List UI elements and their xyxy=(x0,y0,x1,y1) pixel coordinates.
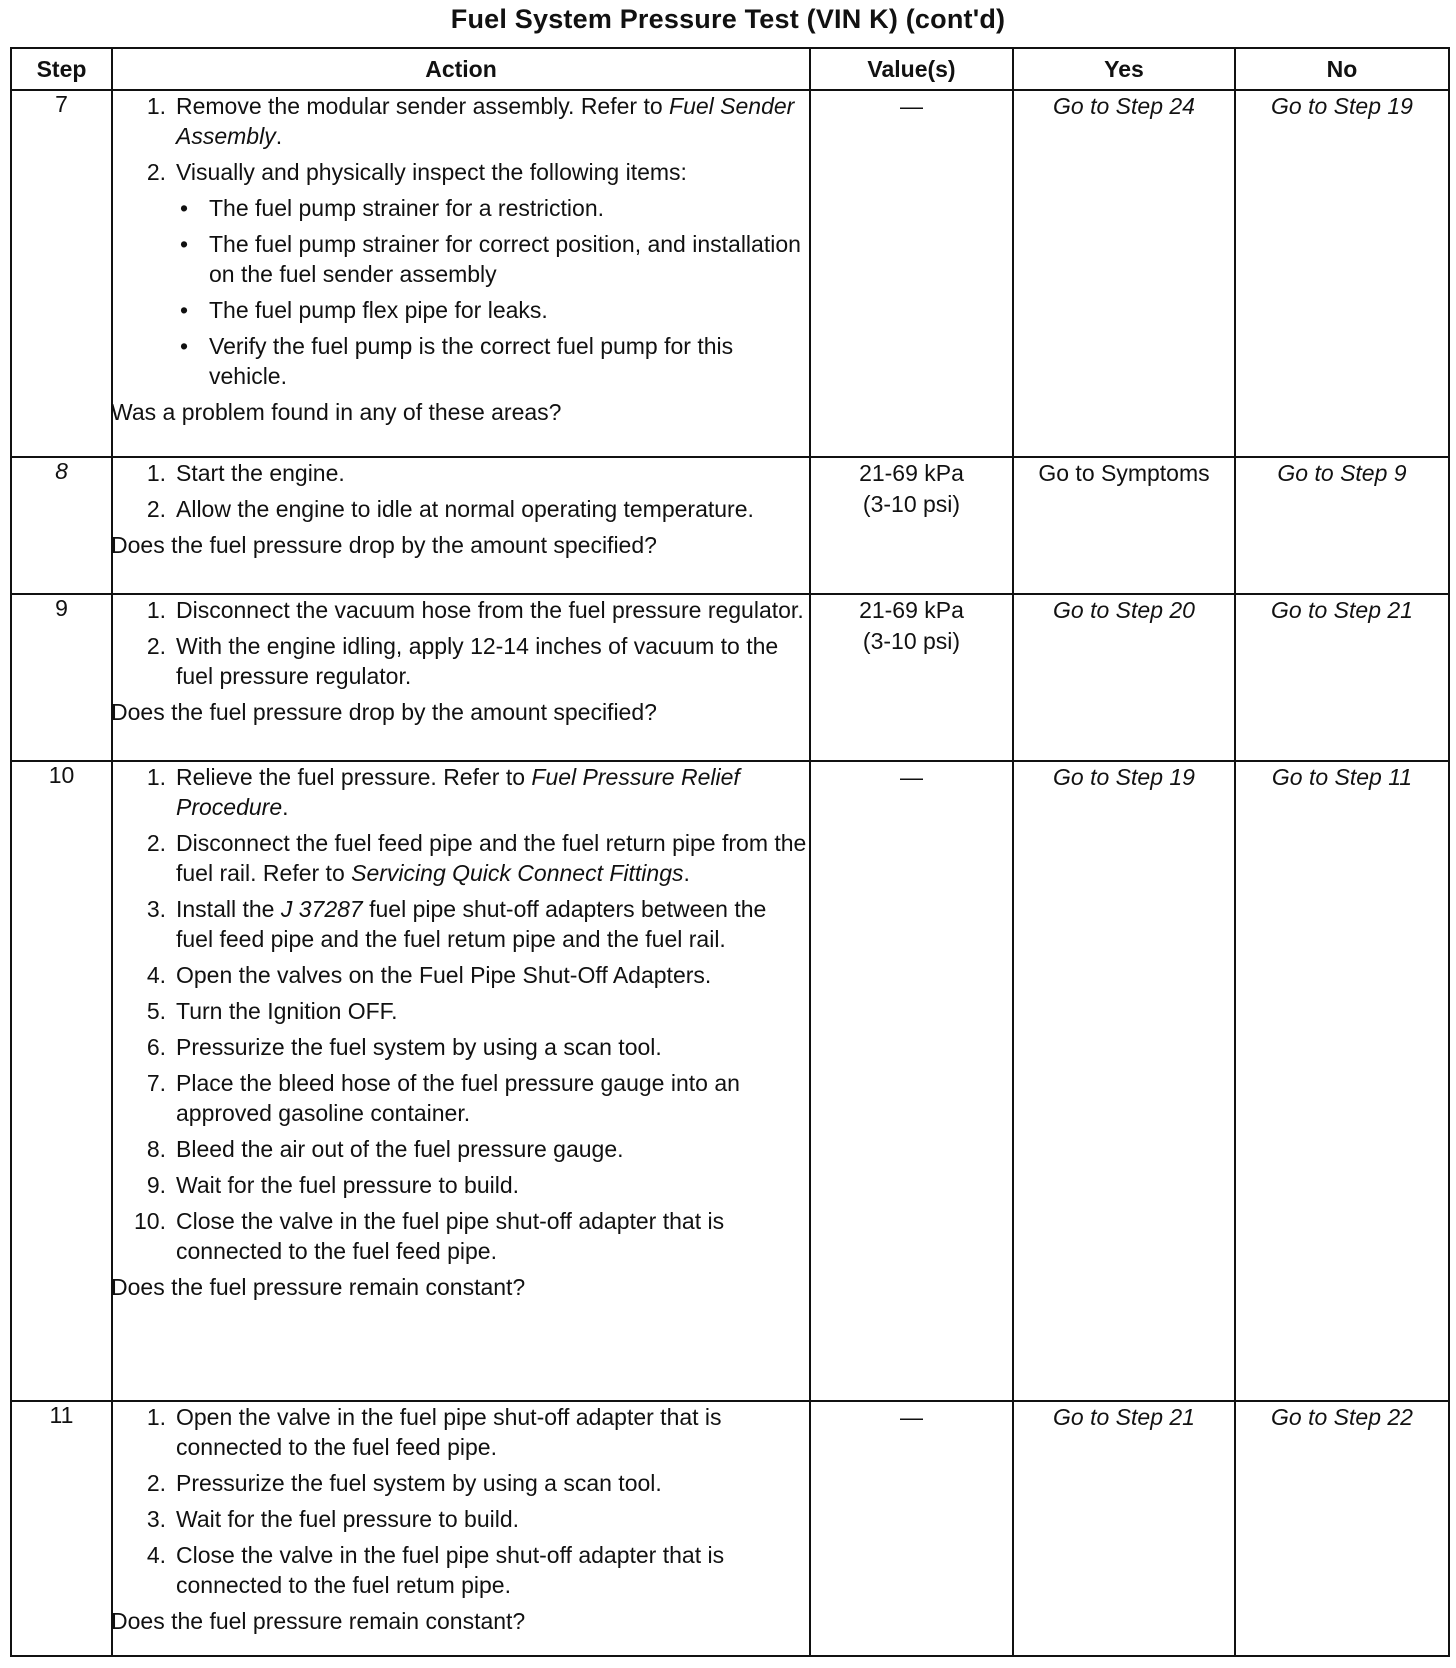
value-cell: — xyxy=(810,1401,1013,1656)
action-cell xyxy=(112,457,810,594)
list-item: 2. Pressurize the fuel system by using a scan tool. xyxy=(146,1470,662,1496)
value-imperial: (3-10 psi) xyxy=(862,491,961,517)
list-item: 6. Pressurize the fuel system by using a scan tool. xyxy=(146,1034,662,1060)
list-item: 4. Close the valve in the fuel pipe shut-off adapter that is connected to the fuel retum pipe. xyxy=(146,1542,725,1598)
bullet-item: • The fuel pump flex pipe for leaks. xyxy=(180,297,548,323)
yes-result[interactable]: Go to Step 19 xyxy=(1013,761,1235,1401)
action-cell xyxy=(112,1401,810,1656)
header-values: Value(s) xyxy=(810,48,1013,90)
list-item: 1. Relieve the fuel pressure. Refer to Fuel Pressure Relief Procedure. xyxy=(146,764,740,820)
action-cell xyxy=(112,761,810,1401)
list-item: 2. Allow the engine to idle at normal operating temperature. xyxy=(146,496,754,522)
list-item: 2. Visually and physically inspect the following items: • The fuel pump strainer for a restriction. • The fuel pump strainer for correct position, and installation on the fuel sender assembly • The fuel pump flex pipe for leaks. • Verify the fuel pump is the correct fuel pump for this vehicle. xyxy=(113,157,809,391)
list-item: 2. Disconnect the fuel feed pipe and the fuel return pipe from the fuel rail. Refer to Servicing Quick Connect Fittings. xyxy=(146,830,807,886)
action-cell xyxy=(112,594,810,761)
value-cell xyxy=(810,594,1013,761)
action-cell xyxy=(112,90,810,457)
table-row xyxy=(11,457,1449,594)
no-result[interactable]: Go to Step 22 xyxy=(1235,1401,1449,1656)
step-number: 11 xyxy=(11,1401,112,1656)
yes-result[interactable]: Go to Symptoms xyxy=(1013,457,1235,594)
bullet-item: • Verify the fuel pump is the correct fuel pump for this vehicle. xyxy=(180,333,734,389)
yes-result[interactable]: Go to Step 20 xyxy=(1013,594,1235,761)
list-item: 1. Remove the modular sender assembly. Refer to Fuel Sender Assembly. xyxy=(146,93,795,149)
list-item: 1. Open the valve in the fuel pipe shut-off adapter that is connected to the fuel feed pipe. xyxy=(146,1404,722,1460)
no-result[interactable]: Go to Step 21 xyxy=(1235,594,1449,761)
bullet-item: • The fuel pump strainer for a restriction. xyxy=(180,195,604,221)
value-metric: 21-69 kPa xyxy=(859,460,964,486)
value-imperial: (3-10 psi) xyxy=(862,628,961,654)
list-item: 1. Disconnect the vacuum hose from the fuel pressure regulator. xyxy=(146,597,804,623)
yes-result[interactable]: Go to Step 21 xyxy=(1013,1401,1235,1656)
list-item: 5. Turn the Ignition OFF. xyxy=(146,998,398,1024)
value-metric: 21-69 kPa xyxy=(859,597,964,623)
step-question: Does the fuel pressure drop by the amount specified? xyxy=(111,532,657,558)
step-number: 7 xyxy=(11,90,112,457)
step-number: 9 xyxy=(11,594,112,761)
list-item: 7. Place the bleed hose of the fuel pressure gauge into an approved gasoline container. xyxy=(146,1070,740,1126)
no-result[interactable]: Go to Step 11 xyxy=(1235,761,1449,1401)
list-item: 8. Bleed the air out of the fuel pressure gauge. xyxy=(146,1136,624,1162)
header-yes: Yes xyxy=(1013,48,1235,90)
table-row xyxy=(11,761,1449,1401)
table-row xyxy=(11,90,1449,457)
list-item: 2. With the engine idling, apply 12-14 inches of vacuum to the fuel pressure regulator. xyxy=(146,633,779,689)
no-result[interactable]: Go to Step 9 xyxy=(1235,457,1449,594)
list-item: 3. Install the J 37287 fuel pipe shut-off adapters between the fuel feed pipe and the fuel retum pipe and the fuel rail. xyxy=(146,896,767,952)
step-number: 8 xyxy=(11,457,112,594)
value-cell: — xyxy=(810,761,1013,1401)
step-question: Does the fuel pressure remain constant? xyxy=(111,1608,526,1634)
list-item: 1. Start the engine. xyxy=(146,460,345,486)
header-action: Action xyxy=(112,48,810,90)
table-row xyxy=(11,594,1449,761)
value-cell: — xyxy=(810,90,1013,457)
list-item: 9. Wait for the fuel pressure to build. xyxy=(146,1172,520,1198)
step-question: Does the fuel pressure remain constant? xyxy=(111,1274,526,1300)
no-result[interactable]: Go to Step 19 xyxy=(1235,90,1449,457)
yes-result[interactable]: Go to Step 24 xyxy=(1013,90,1235,457)
table-row xyxy=(11,1401,1449,1656)
procedure-table xyxy=(10,47,1450,1657)
bullet-item: • The fuel pump strainer for correct position, and installation on the fuel sender assembly xyxy=(180,231,801,287)
step-number: 10 xyxy=(11,761,112,1401)
list-item: 3. Wait for the fuel pressure to build. xyxy=(146,1506,520,1532)
header-no: No xyxy=(1235,48,1449,90)
value-cell xyxy=(810,457,1013,594)
step-question: Was a problem found in any of these areas? xyxy=(111,399,562,425)
table-header-row xyxy=(11,48,1449,90)
step-question: Does the fuel pressure drop by the amount specified? xyxy=(111,699,657,725)
header-step: Step xyxy=(11,48,112,90)
page-title: Fuel System Pressure Test (VIN K) (cont'd) xyxy=(450,4,1006,34)
list-item: 10. Close the valve in the fuel pipe shut-off adapter that is connected to the fuel feed pipe. xyxy=(134,1208,725,1264)
list-item: 4. Open the valves on the Fuel Pipe Shut-Off Adapters. xyxy=(146,962,712,988)
